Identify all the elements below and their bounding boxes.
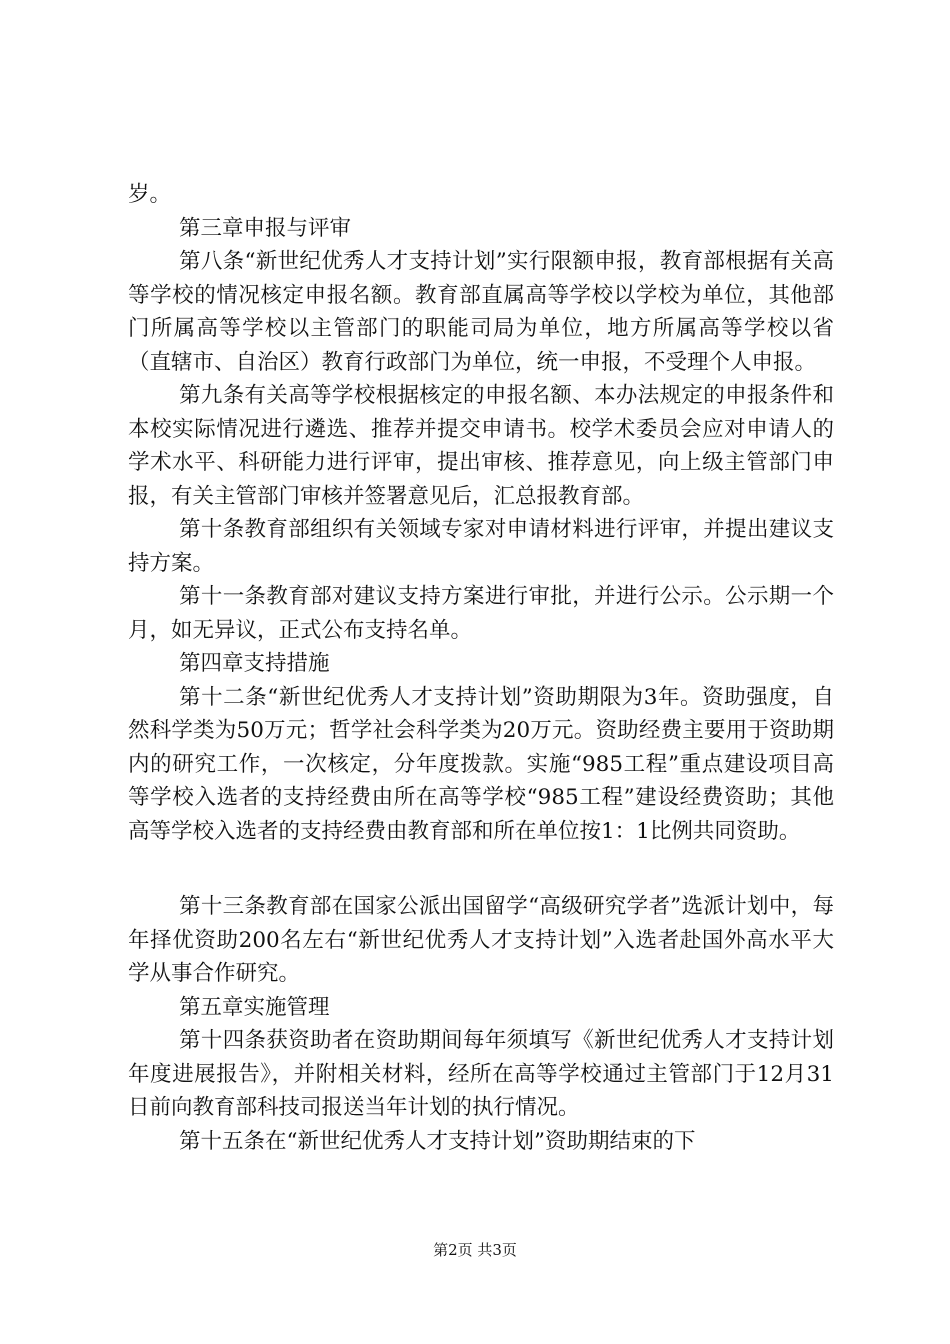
article-10: 第十条教育部组织有关领域专家对申请材料进行评审，并提出建议支持方案。 — [128, 517, 834, 576]
chapter-5-heading: 第五章实施管理 — [179, 994, 330, 1020]
article-12: 第十二条“新世纪优秀人才支持计划”资助期限为3年。资助强度，自然科学类为50万元；哲学社会科学类为20万元。资助经费主要用于资助期内的研究工作，一次核定，分年度拨款。实施“985工程”重点建设项目高等学校入选者的支持经费由所在高等学校“985工程”建设经费资助；其他高等学校入选者的支持经费由教育部和所在单位按1：1比例共同资助。 — [128, 684, 834, 844]
chapter-3-heading: 第三章申报与评审 — [179, 215, 352, 241]
document-body — [128, 178, 834, 1158]
chapter-4-heading: 第四章支持措施 — [179, 651, 330, 676]
page-footer: 第2页 共3页 — [433, 1241, 517, 1259]
article-9: 第九条有关高等学校根据核定的申报名额、本办法规定的申报条件和本校实际情况进行遴选、推荐并提交申请书。校学术委员会应对申请人的学术水平、科研能力进行评审，提出审核、推荐意见，向上级主管部门申报，有关主管部门审核并签署意见后，汇总报教育部。 — [128, 383, 834, 509]
paragraph-gap — [128, 848, 834, 890]
article-8: 第八条“新世纪优秀人才支持计划”实行限额申报，教育部根据有关高等学校的情况核定申报名额。教育部直属高等学校以学校为单位，其他部门所属高等学校以主管部门的职能司局为单位，地方所属高等学校以省（直辖市、自治区）教育行政部门为单位，统一申报，不受理个人申报。 — [128, 249, 834, 375]
article-13: 第十三条教育部在国家公派出国留学“高级研究学者”选派计划中，每年择优资助200名左右“新世纪优秀人才支持计划”入选者赴国外高水平大学从事合作研究。 — [128, 894, 834, 986]
article-14: 第十四条获资助者在资助期间每年须填写《新世纪优秀人才支持计划年度进展报告》，并附相关材料，经所在高等学校通过主管部门于12月31日前向教育部科技司报送当年计划的执行情况。 — [128, 1028, 834, 1120]
paragraph-continuation: 岁。 — [128, 182, 172, 207]
article-15: 第十五条在“新世纪优秀人才支持计划”资助期结束的下 — [179, 1128, 696, 1154]
article-11: 第十一条教育部对建议支持方案进行审批，并进行公示。公示期一个月，如无异议，正式公布支持名单。 — [128, 584, 834, 643]
